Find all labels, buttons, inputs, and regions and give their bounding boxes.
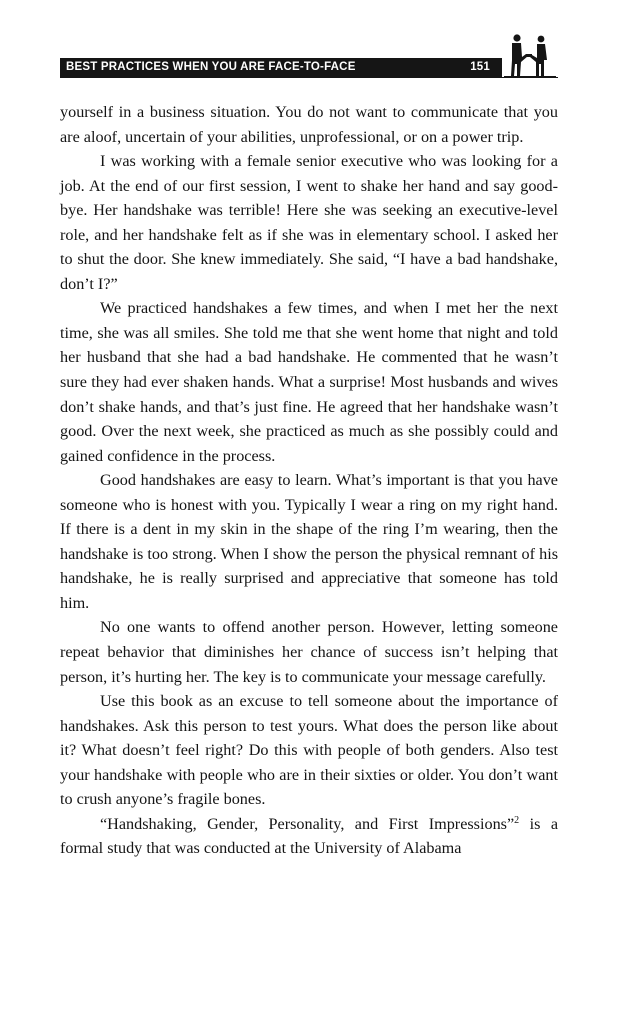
header-rule [60, 77, 558, 78]
body-text [60, 100, 558, 861]
study-title: “Handshaking, Gender, Personality, and First Impressions” [100, 814, 515, 833]
running-head-title: BEST PRACTICES WHEN YOU ARE FACE-TO-FACE [66, 61, 356, 73]
paragraph-test-yours: Use this book as an excuse to tell someone about the importance of handshakes. Ask this person to test yours. What does the person like about it? What doesn’t feel right? Do this with people of both genders. Also test your handshake with people who are in their sixties or older. You don’t want to crush anyone’s fragile bones. [60, 692, 558, 809]
study-continuation: is a formal study that was conducted at the University of Alabama [60, 814, 558, 858]
footnote-marker: 2 [514, 814, 520, 826]
paragraph-study [60, 812, 558, 861]
paragraph-executive-story: I was working with a female senior executive who was looking for a job. At the end of our first session, I went to shake her hand and say good-bye. Her handshake was terrible! Here she was seeking an executive-level role, and her handshake felt as if she was in elementary school. I asked her to shut the door. She knew immediately. She said, “I have a bad handshake, don’t I?” [60, 152, 558, 293]
paragraph-practice: We practiced handshakes a few times, and when I met her the next time, she was all smiles. She told me that she went home that night and told her husband that she had a bad handshake. He commented that he wasn’t sure they had ever shaken hands. What a surprise! Most husbands and wives don’t shake hands, and that’s just fine. He agreed that her handshake wasn’t good. Over the next week, she practiced as much as she possibly could and gained confidence in the process. [60, 299, 558, 465]
paragraph-feedback: No one wants to offend another person. However, letting someone repeat behavior that diminishes her chance of success isn’t helping that person, it’s hurting her. The key is to communicate your message carefully. [60, 618, 558, 686]
handshake-icon [500, 32, 556, 78]
paragraph-ring-test: Good handshakes are easy to learn. What’s important is that you have someone who is honest with you. Typically I wear a ring on my right hand. If there is a dent in my skin in the shape of the ring I’m wearing, then the handshake is too strong. When I show the person the physical remnant of his handshake, he is really surprised and appreciative that someone has told him. [60, 471, 558, 612]
paragraph-continuation: yourself in a business situation. You do not want to communicate that you are aloof, uncertain of your abilities, unprofessional, or on a power trip. [60, 103, 558, 146]
running-header [60, 58, 502, 77]
page-number: 151 [470, 61, 490, 73]
